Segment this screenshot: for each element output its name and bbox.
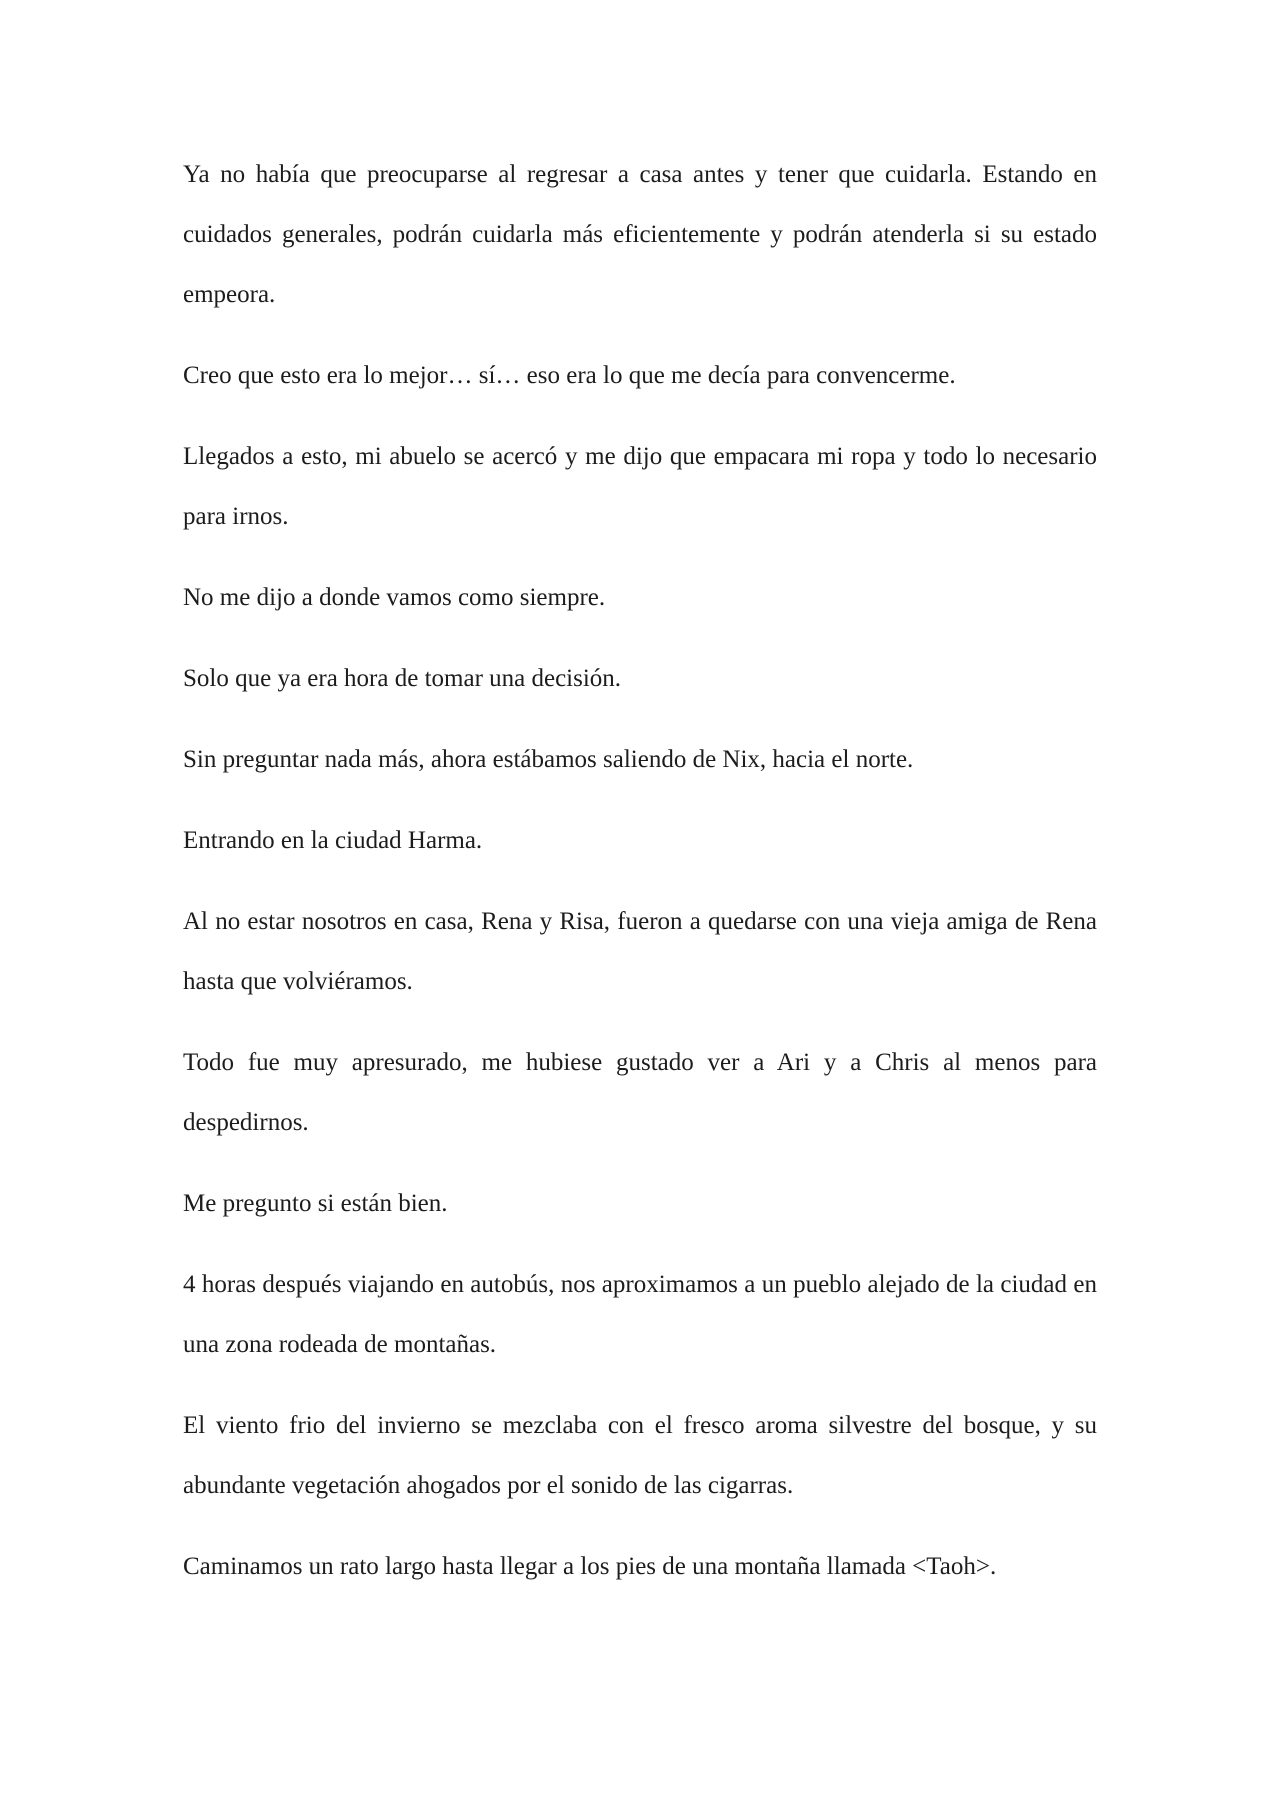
paragraph: Caminamos un rato largo hasta llegar a los pies de una montaña llamada <Taoh>. — [183, 1553, 997, 1580]
paragraph: Entrando en la ciudad Harma. — [183, 827, 483, 854]
document-body — [183, 145, 1097, 1597]
paragraph: Sin preguntar nada más, ahora estábamos saliendo de Nix, hacia el norte. — [183, 746, 914, 773]
paragraph: Solo que ya era hora de tomar una decisión. — [183, 665, 622, 692]
paragraph: Llegados a esto, mi abuelo se acercó y me dijo que empacara mi ropa y todo lo necesario para irnos. — [183, 443, 1097, 530]
paragraph: El viento frio del invierno se mezclaba con el fresco aroma silvestre del bosque, y su abundante vegetación ahogados por el sonido de las cigarras. — [183, 1412, 1097, 1499]
paragraph: Todo fue muy apresurado, me hubiese gustado ver a Ari y a Chris al menos para despedirnos. — [183, 1049, 1097, 1136]
paragraph: No me dijo a donde vamos como siempre. — [183, 584, 606, 611]
paragraph: Creo que esto era lo mejor… sí… eso era lo que me decía para convencerme. — [183, 362, 956, 389]
paragraph: Al no estar nosotros en casa, Rena y Risa, fueron a quedarse con una vieja amiga de Rena hasta que volviéramos. — [183, 908, 1097, 995]
paragraph: 4 horas después viajando en autobús, nos aproximamos a un pueblo alejado de la ciudad en una zona rodeada de montañas. — [183, 1271, 1097, 1358]
paragraph: Me pregunto si están bien. — [183, 1190, 448, 1217]
paragraph: Ya no había que preocuparse al regresar a casa antes y tener que cuidarla. Estando en cuidados generales, podrán cuidarla más eficientemente y podrán atenderla si su estado empeora. — [183, 161, 1097, 308]
